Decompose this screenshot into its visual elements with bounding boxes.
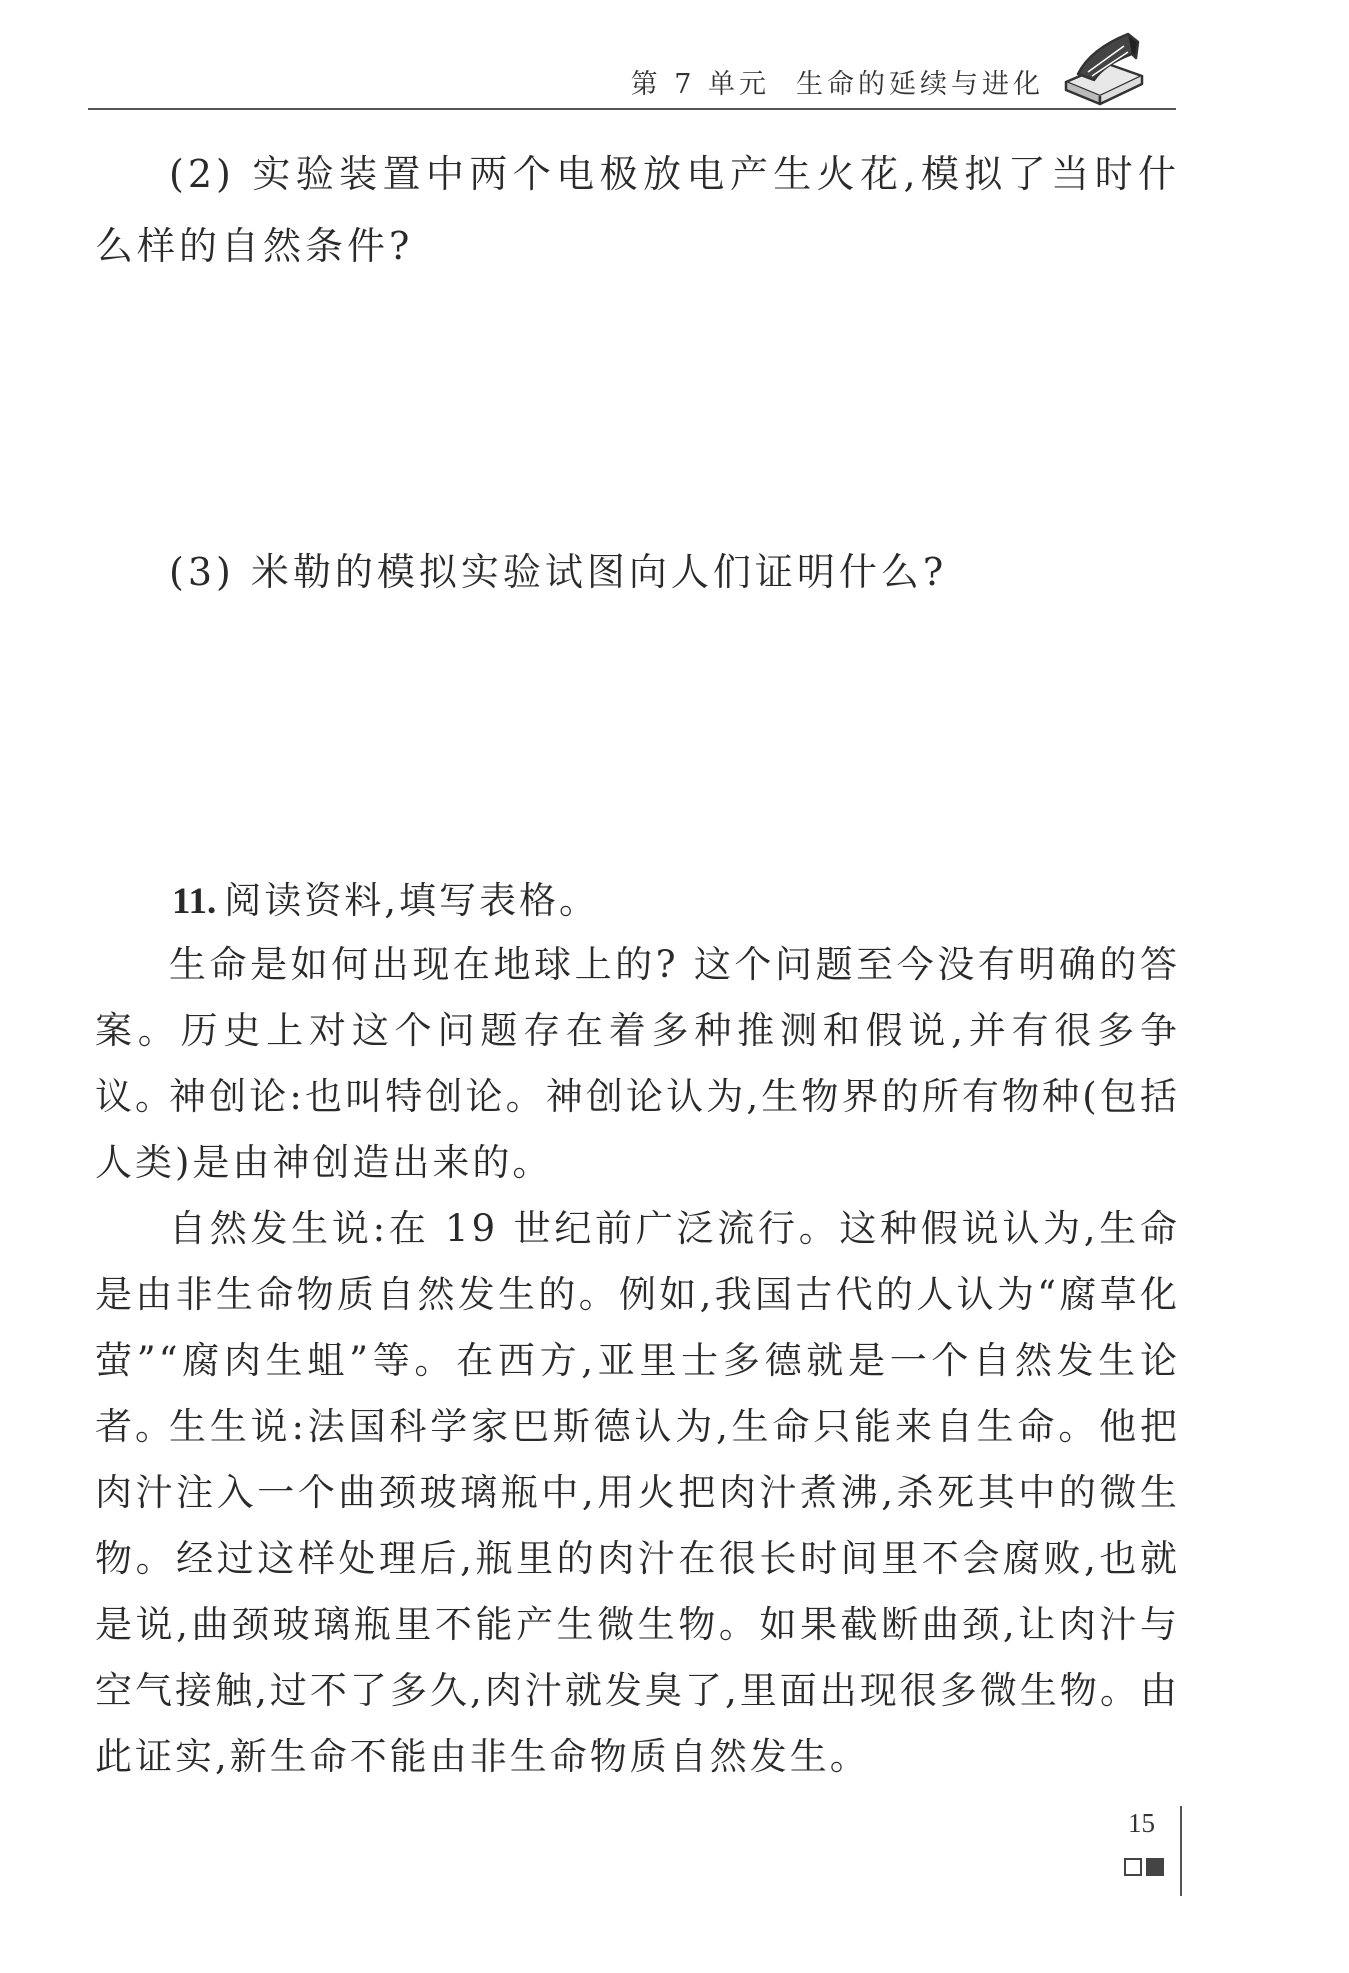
book-icon — [1058, 24, 1148, 114]
page-header — [88, 52, 1176, 110]
filled-square-icon — [1146, 1858, 1164, 1876]
question-11-title — [172, 870, 599, 924]
reading-paragraph-intro: 生命是如何出现在地球上的? 这个问题至今没有明确的答案。历史上对这个问题存在着多种推测和假说,并有很多争议。 — [95, 943, 1180, 1118]
question-11-instruction: 阅读资料,填写表格。 — [224, 879, 599, 922]
reading-paragraph-creationism: 神创论:也叫特创论。神创论认为,生物界的所有物种(包括人类)是由神创造出来的。 — [95, 1075, 1180, 1184]
footer-marker — [1124, 1858, 1168, 1878]
question-11-number: 11. — [172, 881, 217, 922]
question-10-3: (3) 米勒的模拟实验试图向人们证明什么? — [169, 550, 948, 594]
empty-square-icon — [1124, 1858, 1142, 1876]
page-number: 15 — [1128, 1808, 1155, 1838]
question-10-2: (2) 实验装置中两个电极放电产生火花,模拟了当时什么样的自然条件? — [95, 152, 1180, 268]
header-divider — [88, 108, 1176, 110]
unit-label: 第 7 单元 — [630, 69, 770, 100]
reading-paragraph-spontaneous-generation: 自然发生说:在 19 世纪前广泛流行。这种假说认为,生命是由非生命物质自然发生的。例如,我国古代的人认为“腐草化萤”“腐肉生蛆”等。在西方,亚里士多德就是一个自然发生论者。 — [95, 1207, 1180, 1448]
footer-divider — [1180, 1806, 1182, 1896]
reading-paragraph-biogenesis: 生生说:法国科学家巴斯德认为,生命只能来自生命。他把肉汁注入一个曲颈玻璃瓶中,用火把肉汁煮沸,杀死其中的微生物。经过这样处理后,瓶里的肉汁在很长时间里不会腐败,也就是说,曲颈玻璃瓶里不能产生微生物。如果截断曲颈,让肉汁与空气接触,过不了多久,肉汁就发臭了,里面出现很多微生物。由此证实,新生命不能由非生命物质自然发生。 — [95, 1405, 1180, 1778]
unit-title: 生命的延续与进化 — [796, 69, 1044, 100]
header-title — [631, 62, 1044, 101]
